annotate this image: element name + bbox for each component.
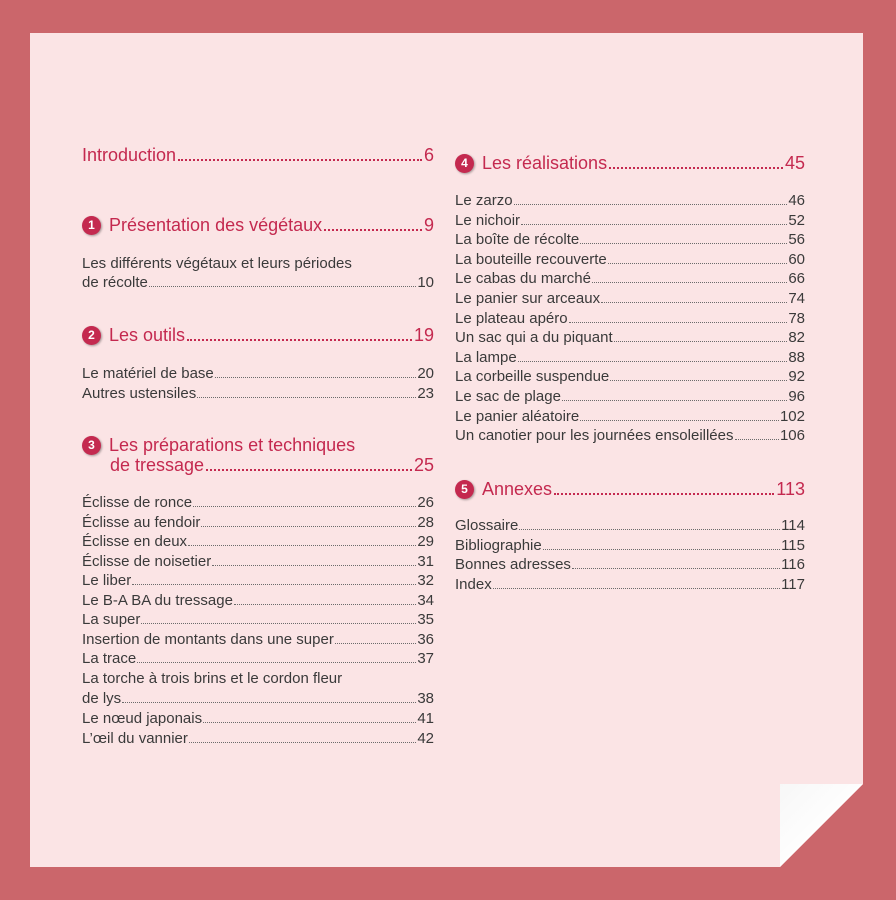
entry-title: Le nichoir (455, 211, 521, 229)
chapter-page: 9 (423, 215, 434, 235)
entry-title: Bibliographie (455, 536, 542, 554)
entry-page: 36 (417, 630, 434, 648)
toc-entry[interactable] (455, 309, 805, 328)
toc-chapter-5[interactable] (455, 478, 805, 500)
page-curl (780, 784, 863, 867)
dot-leader (569, 322, 788, 323)
toc-chapter-1[interactable] (82, 214, 434, 236)
entry-page: 82 (788, 329, 805, 347)
toc-entry-line[interactable]: Les différents végétaux et leurs périodes (82, 255, 352, 272)
dot-leader (601, 302, 787, 303)
toc-entry[interactable] (82, 630, 434, 649)
entry-title: Éclisse de ronce (82, 494, 193, 511)
entry-page: 92 (788, 368, 805, 386)
toc-chapter-3-line1[interactable] (82, 434, 434, 456)
entry-title: La bouteille recouverte (455, 250, 607, 268)
toc-entry[interactable] (455, 230, 805, 249)
toc-entry[interactable] (455, 575, 805, 594)
chapter-number-badge: 1 (82, 216, 101, 235)
entry-title: Le zarzo (455, 192, 513, 209)
toc-entry[interactable] (455, 191, 805, 210)
entry-title: Éclisse de noisetier (82, 552, 212, 570)
toc-entry[interactable] (82, 273, 434, 292)
dot-leader (554, 493, 774, 495)
toc-entry[interactable] (455, 269, 805, 288)
chapter-page: 19 (413, 325, 434, 345)
entry-page: 20 (417, 365, 434, 382)
toc-entry[interactable] (82, 689, 434, 708)
entry-page: 115 (781, 536, 805, 554)
entry-page: 56 (788, 231, 805, 249)
entry-title: de lys (82, 690, 122, 707)
dot-leader (572, 568, 780, 569)
entry-title: Le sac de plage (455, 388, 561, 405)
entry-page: 74 (788, 290, 805, 307)
dot-leader (614, 341, 788, 342)
entry-title: Autres ustensiles (82, 384, 197, 402)
entry-page: 96 (788, 388, 805, 405)
dot-leader (493, 588, 780, 589)
dot-leader (137, 662, 416, 663)
dot-leader (188, 545, 416, 546)
entry-page: 41 (417, 710, 434, 727)
chapter-title: Les préparations et techniques (109, 435, 356, 455)
entry-page: 116 (781, 556, 805, 574)
chapter-title: de tressage (110, 455, 205, 475)
entry-title: La lampe (455, 348, 517, 366)
introduction-title: Introduction (82, 145, 177, 165)
introduction-page: 6 (423, 145, 434, 165)
dot-leader (735, 439, 779, 440)
chapter-page: 25 (413, 455, 434, 475)
toc-entry[interactable] (455, 211, 805, 230)
dot-leader (197, 397, 416, 398)
dot-leader (543, 549, 780, 550)
dot-leader (580, 243, 787, 244)
entry-page: 102 (779, 407, 805, 425)
dot-leader (521, 224, 787, 225)
entry-page: 34 (417, 591, 434, 609)
entry-page: 42 (417, 729, 434, 747)
entry-title: Le panier sur arceaux (455, 290, 601, 307)
dot-leader (203, 722, 416, 723)
dot-leader (215, 377, 417, 378)
dot-leader (212, 565, 416, 566)
chapter-page: 45 (784, 153, 805, 173)
toc-entry[interactable] (455, 328, 805, 347)
toc-entry[interactable] (455, 367, 805, 386)
entry-page: 28 (417, 513, 434, 531)
entry-title: Le plateau apéro (455, 309, 568, 327)
entry-title: La trace (82, 650, 137, 667)
entry-title: Le nœud japonais (82, 710, 203, 727)
entry-title: Éclisse au fendoir (82, 513, 201, 531)
toc-entry[interactable] (455, 426, 805, 445)
dot-leader (324, 229, 422, 231)
dot-leader (519, 529, 780, 530)
entry-page: 37 (417, 650, 434, 667)
entry-page: 38 (417, 690, 434, 707)
toc-chapter-3-line2[interactable] (110, 454, 434, 476)
toc-entry[interactable] (82, 513, 434, 532)
dot-leader (187, 339, 412, 341)
entry-page: 106 (779, 427, 805, 445)
chapter-page: 113 (776, 479, 805, 499)
entry-page: 46 (788, 192, 805, 209)
dot-leader (178, 159, 422, 161)
dot-leader (592, 282, 787, 283)
toc-entry[interactable] (82, 709, 434, 728)
dot-leader (518, 361, 788, 362)
entry-page: 26 (417, 494, 434, 511)
toc-introduction[interactable] (82, 144, 434, 166)
dot-leader (193, 506, 416, 507)
entry-page: 78 (788, 309, 805, 327)
toc-chapter-4[interactable] (455, 152, 805, 174)
chapter-title: Les outils (109, 325, 186, 345)
chapter-number-badge: 4 (455, 154, 474, 173)
entry-page: 29 (417, 533, 434, 550)
toc-entry[interactable] (82, 729, 434, 748)
dot-leader (189, 742, 416, 743)
entry-title: Le panier aléatoire (455, 407, 580, 425)
dot-leader (149, 286, 416, 287)
dot-leader (201, 526, 416, 527)
entry-title: de récolte (82, 274, 148, 291)
dot-leader (141, 623, 416, 624)
dot-leader (514, 204, 788, 205)
entry-page: 10 (417, 274, 434, 291)
toc-entry[interactable] (82, 552, 434, 571)
toc-entry[interactable] (82, 384, 434, 403)
dot-leader (580, 420, 779, 421)
toc-entry[interactable] (455, 250, 805, 269)
entry-title: L’œil du vannier (82, 729, 188, 747)
toc-entry[interactable] (82, 591, 434, 610)
dot-leader (609, 167, 783, 169)
toc-entry[interactable] (455, 348, 805, 367)
entry-title: Le liber (82, 572, 132, 589)
toc-entry[interactable] (82, 571, 434, 590)
entry-title: Un canotier pour les journées ensoleillées (455, 427, 734, 445)
toc-entry[interactable] (455, 555, 805, 574)
entry-page: 31 (417, 552, 434, 570)
entry-title: Bonnes adresses (455, 556, 571, 574)
toc-entry[interactable] (455, 387, 805, 406)
chapter-title: Annexes (482, 479, 553, 499)
dot-leader (335, 643, 416, 644)
toc-entry[interactable] (82, 532, 434, 551)
entry-title: Insertion de montants dans une super (82, 630, 334, 648)
entry-page: 32 (417, 572, 434, 589)
entry-page: 35 (417, 611, 434, 628)
toc-entry[interactable] (455, 536, 805, 555)
toc-entry[interactable] (82, 649, 434, 668)
dot-leader (562, 400, 787, 401)
toc-entry[interactable] (82, 364, 434, 383)
entry-title: Index (455, 575, 492, 593)
dot-leader (234, 604, 416, 605)
entry-title: Éclisse en deux (82, 533, 188, 550)
chapter-title: Les réalisations (482, 153, 608, 173)
entry-title: Le B-A BA du tressage (82, 591, 233, 609)
entry-title: La boîte de récolte (455, 231, 580, 249)
entry-page: 23 (417, 384, 434, 402)
entry-title: Le matériel de base (82, 365, 214, 382)
toc-entry[interactable] (455, 289, 805, 308)
toc-entry-line[interactable]: La torche à trois brins et le cordon fleur (82, 670, 343, 687)
entry-page: 66 (788, 270, 805, 288)
chapter-number-badge: 2 (82, 326, 101, 345)
dot-leader (122, 702, 416, 703)
dot-leader (608, 263, 788, 264)
dot-leader (206, 469, 412, 471)
entry-page: 52 (788, 211, 805, 229)
entry-title: Un sac qui a du piquant (455, 329, 613, 347)
entry-title: La super (82, 611, 141, 628)
entry-page: 60 (788, 250, 805, 268)
toc-entry[interactable] (455, 407, 805, 426)
entry-title: Le cabas du marché (455, 270, 591, 288)
toc-entry[interactable] (82, 493, 434, 512)
toc-entry[interactable] (82, 610, 434, 629)
toc-chapter-2[interactable] (82, 324, 434, 346)
dot-leader (610, 380, 787, 381)
chapter-title: Présentation des végétaux (109, 215, 323, 235)
entry-title: Glossaire (455, 517, 519, 534)
chapter-number-badge: 3 (82, 436, 101, 455)
toc-entry[interactable] (455, 516, 805, 535)
entry-page: 117 (781, 575, 805, 593)
dot-leader (132, 584, 416, 585)
entry-title: La corbeille suspendue (455, 368, 610, 386)
chapter-number-badge: 5 (455, 480, 474, 499)
entry-page: 114 (781, 517, 805, 534)
entry-page: 88 (788, 348, 805, 366)
